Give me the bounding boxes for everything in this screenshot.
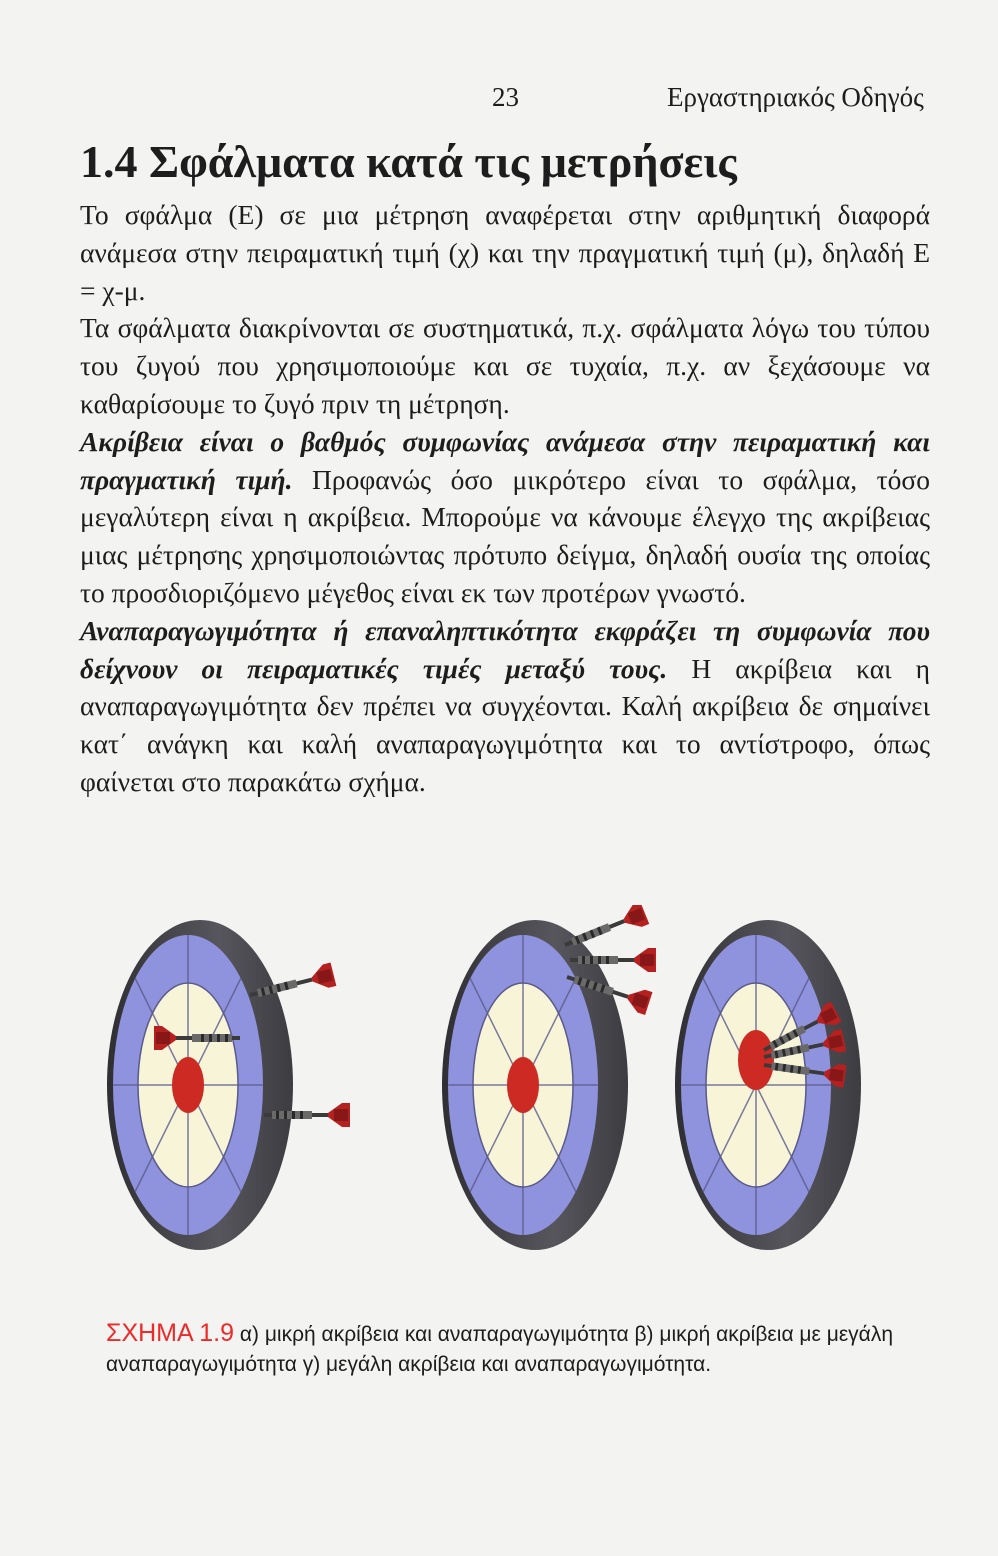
paragraph-reproducibility (80, 612, 930, 801)
paragraph-error-definition: Το σφάλμα (E) σε μια μέτρηση αναφέρεται στην αριθμητική διαφορά ανάμεσα στην πειραματική τιμή (χ) και την πραγματική τιμή (μ), δηλαδή E = χ-μ. (80, 199, 930, 306)
accuracy-explanation: Προφανώς όσο μικρότερο είναι το σφάλμα, τόσο μεγαλύτερη είναι η ακρίβεια. Μπορούμε να κάνουμε έλεγχο της ακρίβειας μιας μέτρησης χρησιμοποιώντας πρότυπο δείγμα, δηλαδή ουσία της οποίας το προσδιοριζόμενο μέγεθος είναι εκ των προτέρων γνωστό. (80, 463, 930, 608)
figure-caption (106, 1318, 936, 1380)
accuracy-definition: Ακρίβεια είναι ο βαθμός συμφωνίας ανάμεσα στην πειραματική και πραγματική τιμή. (80, 425, 930, 495)
paragraph-accuracy (80, 423, 930, 612)
section-title: 1.4 Σφάλματα κατά τις μετρήσεις (80, 136, 737, 187)
dartboard-illustration (100, 905, 900, 1285)
running-title: Εργαστηριακός Οδηγός (667, 82, 924, 112)
paragraph-error-types: Τα σφάλματα διακρίνονται σε συστηματικά, π.χ. σφάλματα λόγω του τύπου του ζυγού που χρησιμοποιούμε και σε τυχαία, π.χ. αν ξεχάσουμε να καθαρίσουμε το ζυγό πριν τη μέτρηση. (80, 312, 930, 419)
reproducibility-definition: Αναπαραγωγιμότητα ή επαναληπτικότητα εκφράζει τη συμφωνία που δείχνουν οι πειραματικές τιμές μεταξύ τους. (80, 614, 930, 684)
dartboard-c (675, 920, 861, 1250)
figure-caption-text: α) μικρή ακρίβεια και αναπαραγωγιμότητα β) μικρή ακρίβεια με μεγάλη αναπαραγωγιμότητα γ) μεγάλη ακρίβεια και αναπαραγωγιμότητα. (106, 1323, 894, 1376)
page-header (0, 82, 998, 122)
dartboard-figure (100, 905, 900, 1285)
reproducibility-explanation: Η ακρίβεια και η αναπαραγωγιμότητα δεν πρέπει να συγχέονται. Καλή ακρίβεια δε σημαίνει κατ΄ ανάγκη και καλή αναπαραγωγιμότητα και το αντίστροφο, όπως φαίνεται στο παρακάτω σχήμα. (80, 652, 930, 797)
figure-label: ΣΧΗΜΑ 1.9 (106, 1319, 235, 1347)
dartboard-b (442, 905, 656, 1250)
page-number: 23 (492, 82, 519, 112)
body-text (80, 196, 930, 801)
dartboard-a (107, 920, 350, 1250)
